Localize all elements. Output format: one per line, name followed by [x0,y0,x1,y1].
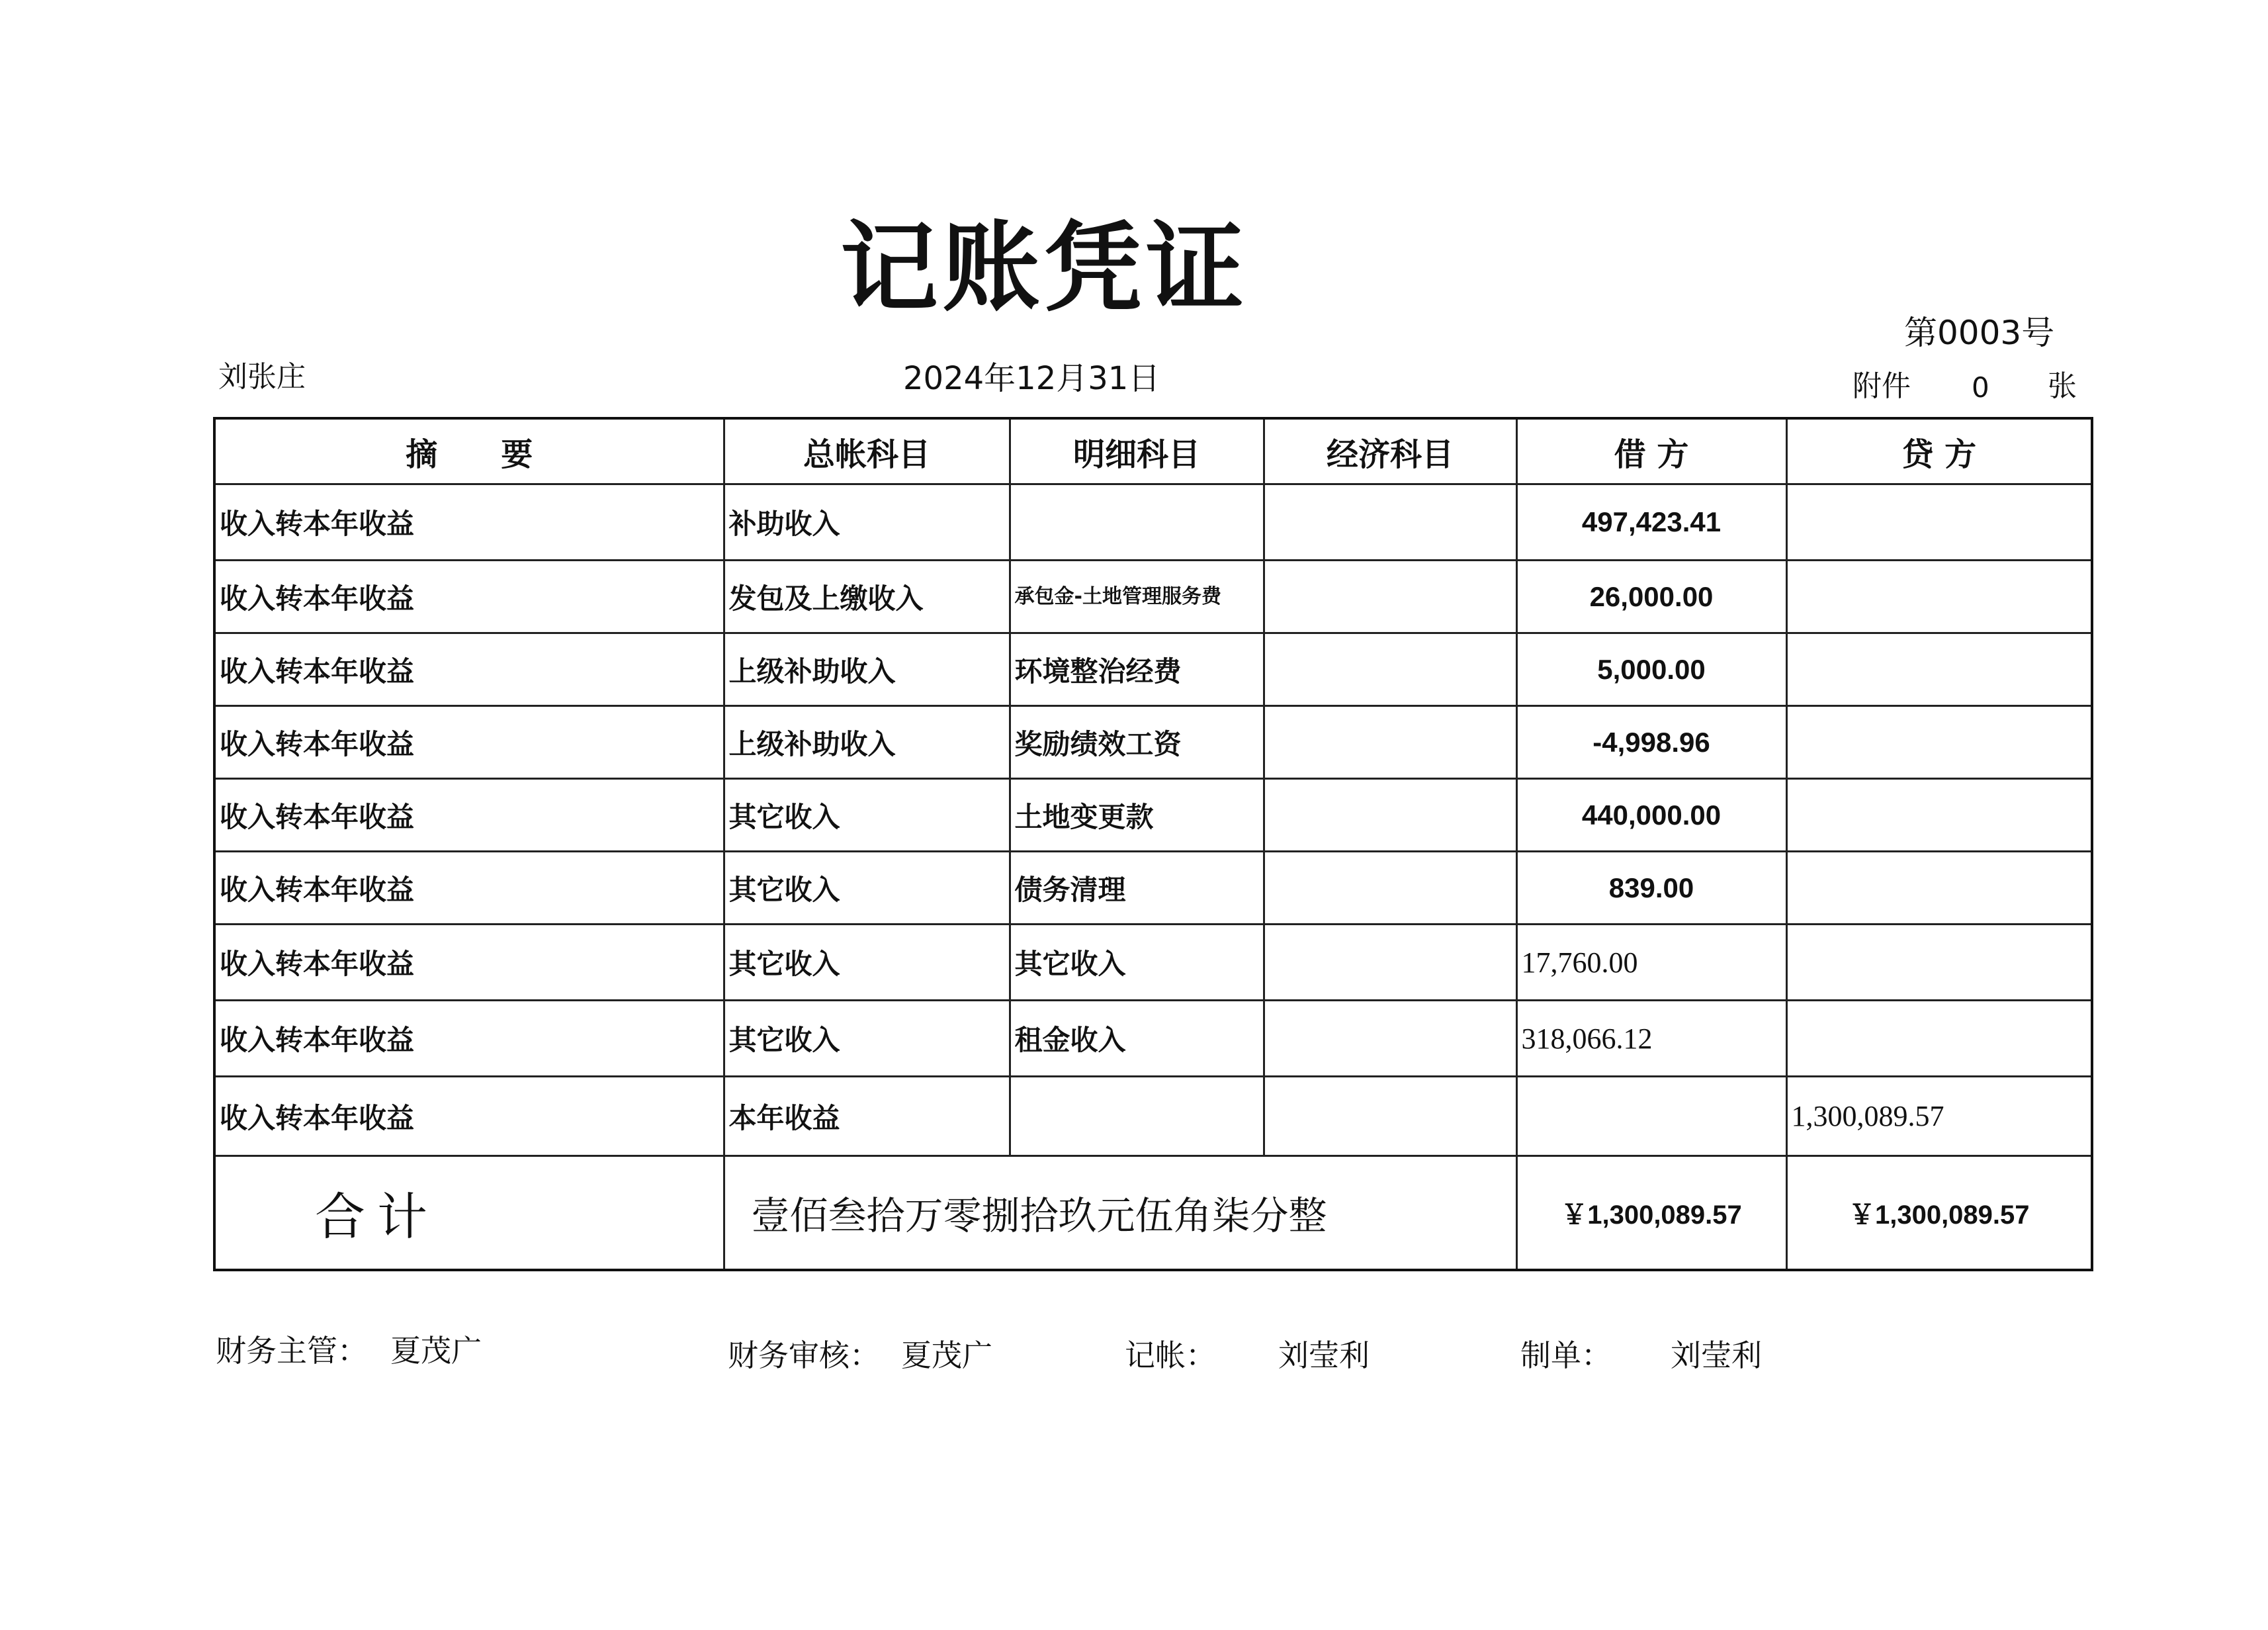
summary-cell: 收入转本年收益 [214,852,724,925]
credit-cell [1786,1001,2092,1077]
debit-cell: 318,066.12 [1516,1001,1786,1077]
table-row [214,633,2092,706]
summary-cell: 收入转本年收益 [214,633,724,706]
finance-review-label: 财务审核： [728,1337,880,1373]
table-row [214,779,2092,852]
summary-cell: 收入转本年收益 [214,1077,724,1156]
attachments-label: 附件 [1853,369,1911,403]
economic-account-cell [1264,1001,1516,1077]
total-debit: ￥1,300,089.57 [1516,1156,1786,1270]
detail-account-cell: 承包金-土地管理服务费 [1010,561,1264,633]
economic-account-cell [1264,561,1516,633]
detail-account-cell [1010,1077,1264,1156]
credit-cell [1786,779,2092,852]
economic-account-cell [1264,779,1516,852]
header-debit: 借 方 [1516,418,1786,484]
general-account-cell: 上级补助收入 [724,633,1010,706]
detail-account-cell: 奖励绩效工资 [1010,706,1264,779]
bookkeeper-name: 刘莹利 [1278,1337,1370,1373]
attachments-unit: 张 [2048,369,2077,403]
debit-cell: 5,000.00 [1516,633,1786,706]
debit-cell: 839.00 [1516,852,1786,925]
economic-account-cell [1264,925,1516,1001]
table-row [214,706,2092,779]
credit-cell [1786,484,2092,561]
header-credit: 贷 方 [1786,418,2092,484]
finance-review-name: 夏茂广 [901,1337,992,1373]
total-amount-in-words: 壹佰叁拾万零捌拾玖元伍角柒分整 [724,1156,1516,1270]
general-account-cell: 其它收入 [724,779,1010,852]
summary-cell: 收入转本年收益 [214,561,724,633]
table-header-row [214,418,2092,484]
total-credit: ￥1,300,089.57 [1786,1156,2092,1270]
economic-account-cell [1264,852,1516,925]
finance-supervisor-label: 财务主管： [216,1333,368,1369]
general-account-cell: 补助收入 [724,484,1010,561]
attachments-count: 0 [1972,371,1989,404]
voucher-title: 记账凭证 [840,210,1248,325]
debit-cell [1516,1077,1786,1156]
general-account-cell: 其它收入 [724,852,1010,925]
preparer-label: 制单： [1520,1337,1612,1373]
credit-cell [1786,706,2092,779]
general-account-cell: 其它收入 [724,925,1010,1001]
summary-cell: 收入转本年收益 [214,484,724,561]
debit-cell: 26,000.00 [1516,561,1786,633]
credit-cell [1786,561,2092,633]
voucher-number: 第0003号 [1904,314,2055,352]
finance-supervisor-name: 夏茂广 [390,1333,482,1369]
summary-cell: 收入转本年收益 [214,706,724,779]
general-account-cell: 其它收入 [724,1001,1010,1077]
header-summary: 摘 要 [214,418,724,484]
detail-account-cell: 租金收入 [1010,1001,1264,1077]
detail-account-cell: 土地变更款 [1010,779,1264,852]
summary-cell: 收入转本年收益 [214,1001,724,1077]
economic-account-cell [1264,1077,1516,1156]
voucher-date: 2024年12月31日 [903,360,1160,397]
table-row [214,561,2092,633]
summary-cell: 收入转本年收益 [214,779,724,852]
debit-cell: 17,760.00 [1516,925,1786,1001]
unit-name: 刘张庄 [218,360,306,394]
bookkeeper-label: 记帐： [1125,1337,1216,1373]
credit-cell [1786,633,2092,706]
general-account-cell: 上级补助收入 [724,706,1010,779]
table-row [214,1077,2092,1156]
debit-cell: -4,998.96 [1516,706,1786,779]
general-account-cell: 本年收益 [724,1077,1010,1156]
table-row [214,484,2092,561]
header-economic-account: 经济科目 [1264,418,1516,484]
credit-cell [1786,925,2092,1001]
total-row [214,1156,2092,1270]
table-row [214,852,2092,925]
detail-account-cell: 环境整治经费 [1010,633,1264,706]
detail-account-cell [1010,484,1264,561]
economic-account-cell [1264,484,1516,561]
debit-cell: 440,000.00 [1516,779,1786,852]
debit-cell: 497,423.41 [1516,484,1786,561]
credit-cell: 1,300,089.57 [1786,1077,2092,1156]
total-label: 合计 [214,1156,724,1270]
general-account-cell: 发包及上缴收入 [724,561,1010,633]
preparer-name: 刘莹利 [1671,1337,1762,1373]
economic-account-cell [1264,633,1516,706]
header-general-account: 总帐科目 [724,418,1010,484]
header-detail-account: 明细科目 [1010,418,1264,484]
economic-account-cell [1264,706,1516,779]
voucher-table [213,417,2093,1271]
table-row [214,925,2092,1001]
summary-cell: 收入转本年收益 [214,925,724,1001]
detail-account-cell: 债务清理 [1010,852,1264,925]
table-row [214,1001,2092,1077]
credit-cell [1786,852,2092,925]
detail-account-cell: 其它收入 [1010,925,1264,1001]
